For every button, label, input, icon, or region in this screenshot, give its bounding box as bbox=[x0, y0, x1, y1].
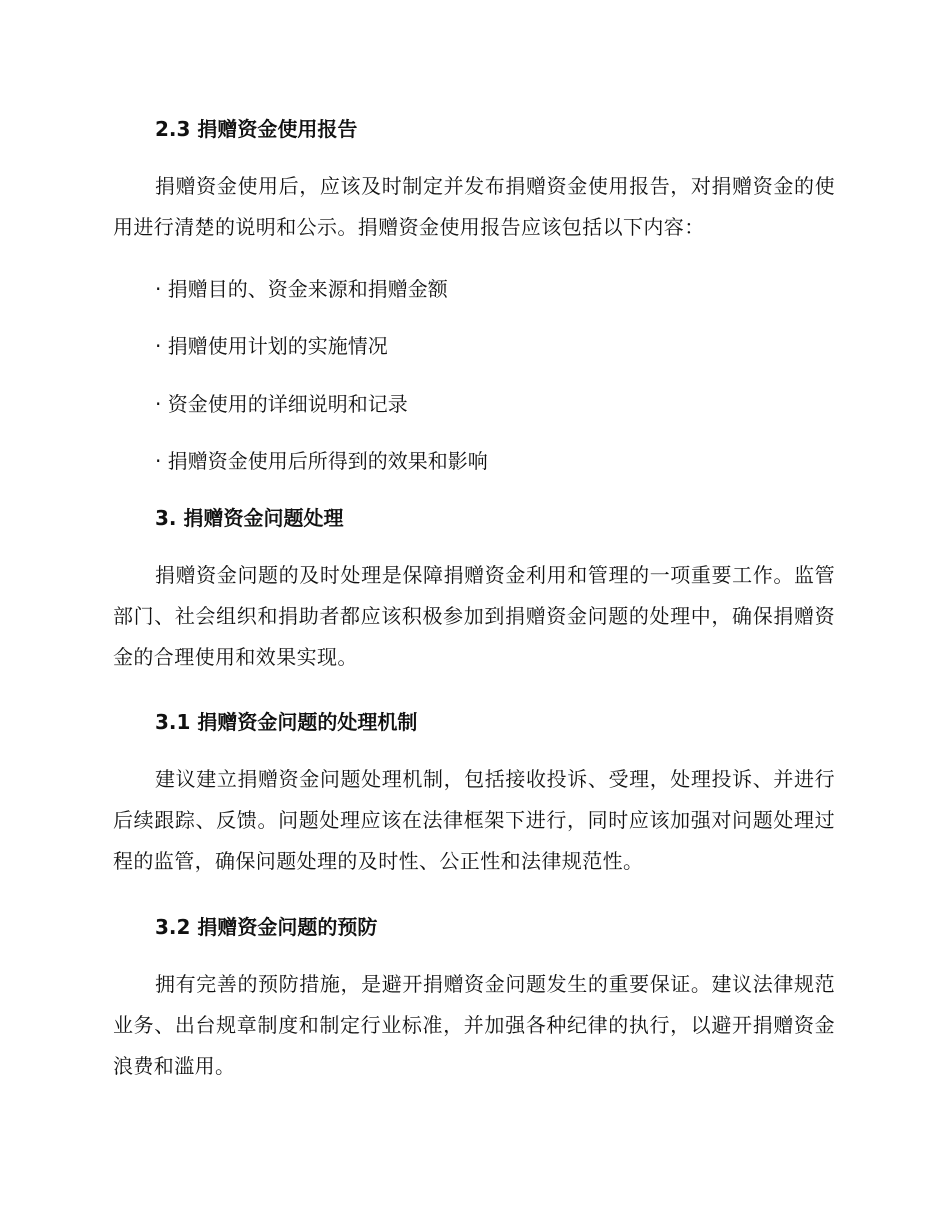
section-3-2-heading: 3.2 捐赠资金问题的预防 bbox=[155, 915, 378, 939]
bullet-item: · 资金使用的详细说明和记录 bbox=[155, 392, 408, 416]
section-2-3-paragraph: 捐赠资金使用后，应该及时制定并发布捐赠资金使用报告，对捐赠资金的使用进行清楚的说明和公示。捐赠资金使用报告应该包括以下内容： bbox=[113, 174, 835, 239]
section-3-paragraph: 捐赠资金问题的及时处理是保障捐赠资金利用和管理的一项重要工作。监管部门、社会组织和捐助者都应该积极参加到捐赠资金问题的处理中，确保捐赠资金的合理使用和效果实现。 bbox=[113, 563, 835, 669]
section-3-1-heading: 3.1 捐赠资金问题的处理机制 bbox=[155, 710, 418, 734]
section-3-2-paragraph: 拥有完善的预防措施，是避开捐赠资金问题发生的重要保证。建议法律规范业务、出台规章制度和制定行业标准，并加强各种纪律的执行，以避开捐赠资金浪费和滥用。 bbox=[113, 972, 835, 1078]
bullet-item: · 捐赠使用计划的实施情况 bbox=[155, 334, 388, 358]
bullet-item: · 捐赠目的、资金来源和捐赠金额 bbox=[155, 277, 448, 301]
bullet-item: · 捐赠资金使用后所得到的效果和影响 bbox=[155, 449, 488, 473]
section-3-heading: 3. 捐赠资金问题处理 bbox=[155, 506, 344, 530]
section-3-1-paragraph: 建议建立捐赠资金问题处理机制，包括接收投诉、受理，处理投诉、并进行后续跟踪、反馈。问题处理应该在法律框架下进行，同时应该加强对问题处理过程的监管，确保问题处理的及时性、公正性和法律规范性。 bbox=[113, 767, 835, 873]
section-2-3-heading: 2.3 捐赠资金使用报告 bbox=[155, 117, 358, 141]
